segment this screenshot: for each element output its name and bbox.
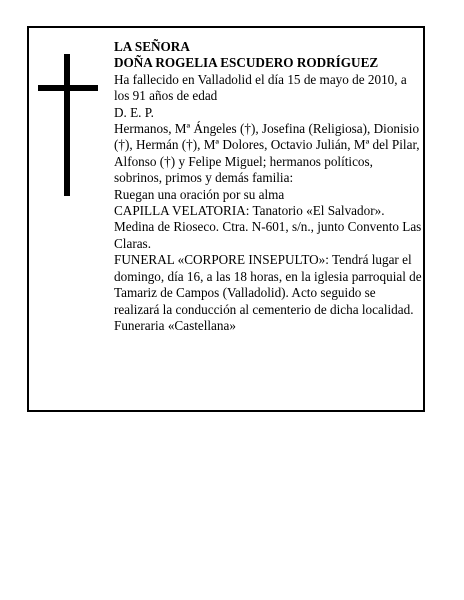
cross-vertical-bar <box>64 54 70 196</box>
family-list: Hermanos, Mª Ángeles (†), Josefina (Religiosa), Dionisio (†), Hermán (†), Mª Dolores, Octavio Julián, Mª del Pilar, Alfonso (†) y Felipe Miguel; hermanos políticos, sobrinos, primos y demás familia: <box>114 121 420 186</box>
prayer-request: Ruegan una oración por su alma <box>114 186 285 202</box>
cross-horizontal-bar <box>38 85 98 91</box>
death-info: Ha fallecido en Valladolid el día 15 de mayo de 2010, a los 91 años de edad <box>114 71 407 104</box>
deceased-name: DOÑA ROGELIA ESCUDERO RODRÍGUEZ <box>114 55 379 71</box>
title-line-1: LA SEÑORA <box>114 39 190 54</box>
latin-cross-icon <box>38 54 98 196</box>
wake-chapel-info: CAPILLA VELATORIA: Tanatorio «El Salvador». Medina de Rioseco. Ctra. N-601, s/n., junto Convento Las Claras. <box>114 203 422 251</box>
obituary-text-block <box>114 39 424 334</box>
funeral-info: FUNERAL «CORPORE INSEPULTO»: Tendrá lugar el domingo, día 16, a las 18 horas, en la iglesia parroquial de Tamariz de Campos (Valladolid). Acto seguido se realizará la conducción al cementerio de dicha localidad. <box>114 252 422 317</box>
funeral-home: Funeraria «Castellana» <box>114 317 236 333</box>
rip-line: D. E. P. <box>114 104 154 120</box>
